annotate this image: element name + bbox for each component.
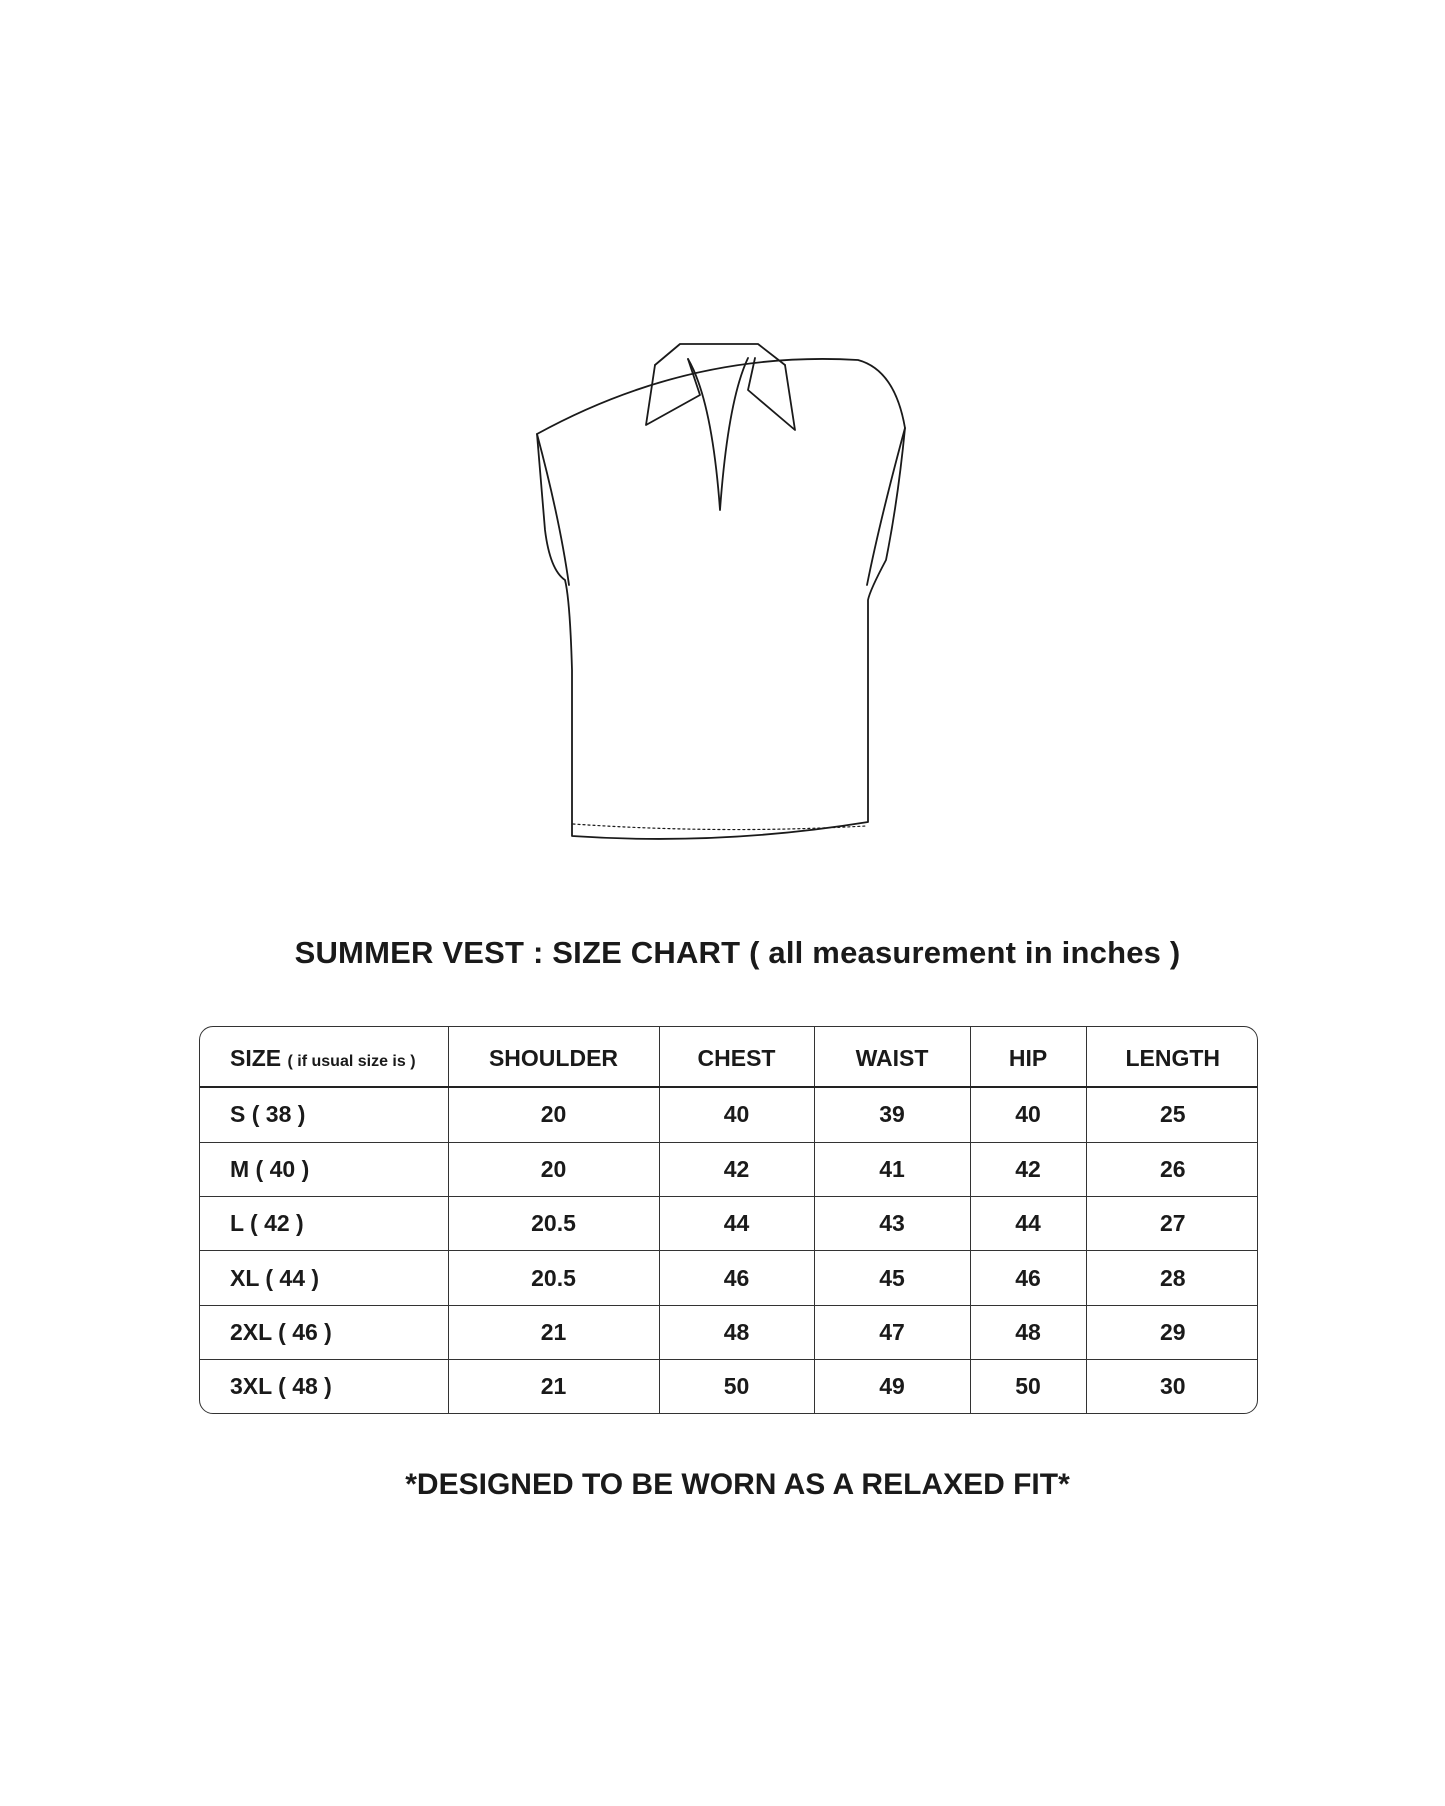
placket [688,358,748,510]
table-row [200,1305,1258,1359]
cell-size: 2XL ( 46 ) [200,1305,448,1359]
cell-chest: 50 [659,1360,814,1413]
fit-note: *DESIGNED TO BE WORN AS A RELAXED FIT* [405,1468,1070,1501]
size-table-container [199,1026,1258,1414]
cell-waist: 43 [814,1197,970,1251]
header-waist: WAIST [814,1027,970,1087]
cell-shoulder: 21 [448,1360,659,1413]
cell-hip: 48 [970,1305,1086,1359]
cell-length: 28 [1086,1251,1258,1305]
cell-length: 30 [1159,1373,1186,1400]
cell-waist: 49 [814,1360,970,1413]
cell-waist: 47 [814,1305,970,1359]
cell-size: S ( 38 ) [200,1087,448,1142]
table-row [200,1142,1258,1196]
cell-shoulder: 20 [448,1142,659,1196]
vest-body-outline [537,359,905,839]
cell-size: M ( 40 ) [200,1142,448,1196]
table-row [200,1087,1258,1142]
collar-right [748,358,795,430]
header-chest: CHEST [659,1027,814,1087]
cell-waist: 41 [814,1142,970,1196]
cell-size: L ( 42 ) [200,1197,448,1251]
cell-hip: 50 [970,1360,1086,1413]
cell-chest: 48 [659,1305,814,1359]
header-size-note: ( if usual size is ) [287,1053,416,1070]
table-row [200,1197,1258,1251]
page-title: SUMMER VEST : SIZE CHART ( all measurement in inches ) [294,935,1181,970]
cell-shoulder: 20.5 [448,1251,659,1305]
cell-chest: 44 [659,1197,814,1251]
cell-hip: 42 [970,1142,1086,1196]
cell-size: XL ( 44 ) [200,1251,448,1305]
cell-length: 26 [1086,1142,1258,1196]
cell-size: 3XL ( 48 ) [200,1360,448,1413]
cell-hip: 46 [970,1251,1086,1305]
collar-left [646,359,700,425]
size-table [200,1027,1258,1413]
cell-waist: 45 [814,1251,970,1305]
cell-shoulder: 20.5 [448,1197,659,1251]
table-row [200,1360,1258,1413]
cell-chest: 40 [659,1087,814,1142]
table-header-row [200,1027,1258,1087]
cell-shoulder: 21 [448,1305,659,1359]
cell-shoulder: 20 [448,1087,659,1142]
header-length: LENGTH [1086,1027,1258,1087]
cell-chest: 42 [659,1142,814,1196]
cell-length: 29 [1086,1305,1258,1359]
header-size-label: SIZE [230,1045,282,1071]
table-row [200,1251,1258,1305]
header-size [200,1027,448,1087]
cell-length: 27 [1086,1197,1258,1251]
header-shoulder: SHOULDER [448,1027,659,1087]
cell-hip: 44 [970,1197,1086,1251]
cell-waist: 39 [814,1087,970,1142]
vest-illustration [0,0,1445,900]
cell-chest: 46 [659,1251,814,1305]
cell-length: 25 [1086,1087,1258,1142]
header-hip: HIP [970,1027,1086,1087]
cell-hip: 40 [970,1087,1086,1142]
